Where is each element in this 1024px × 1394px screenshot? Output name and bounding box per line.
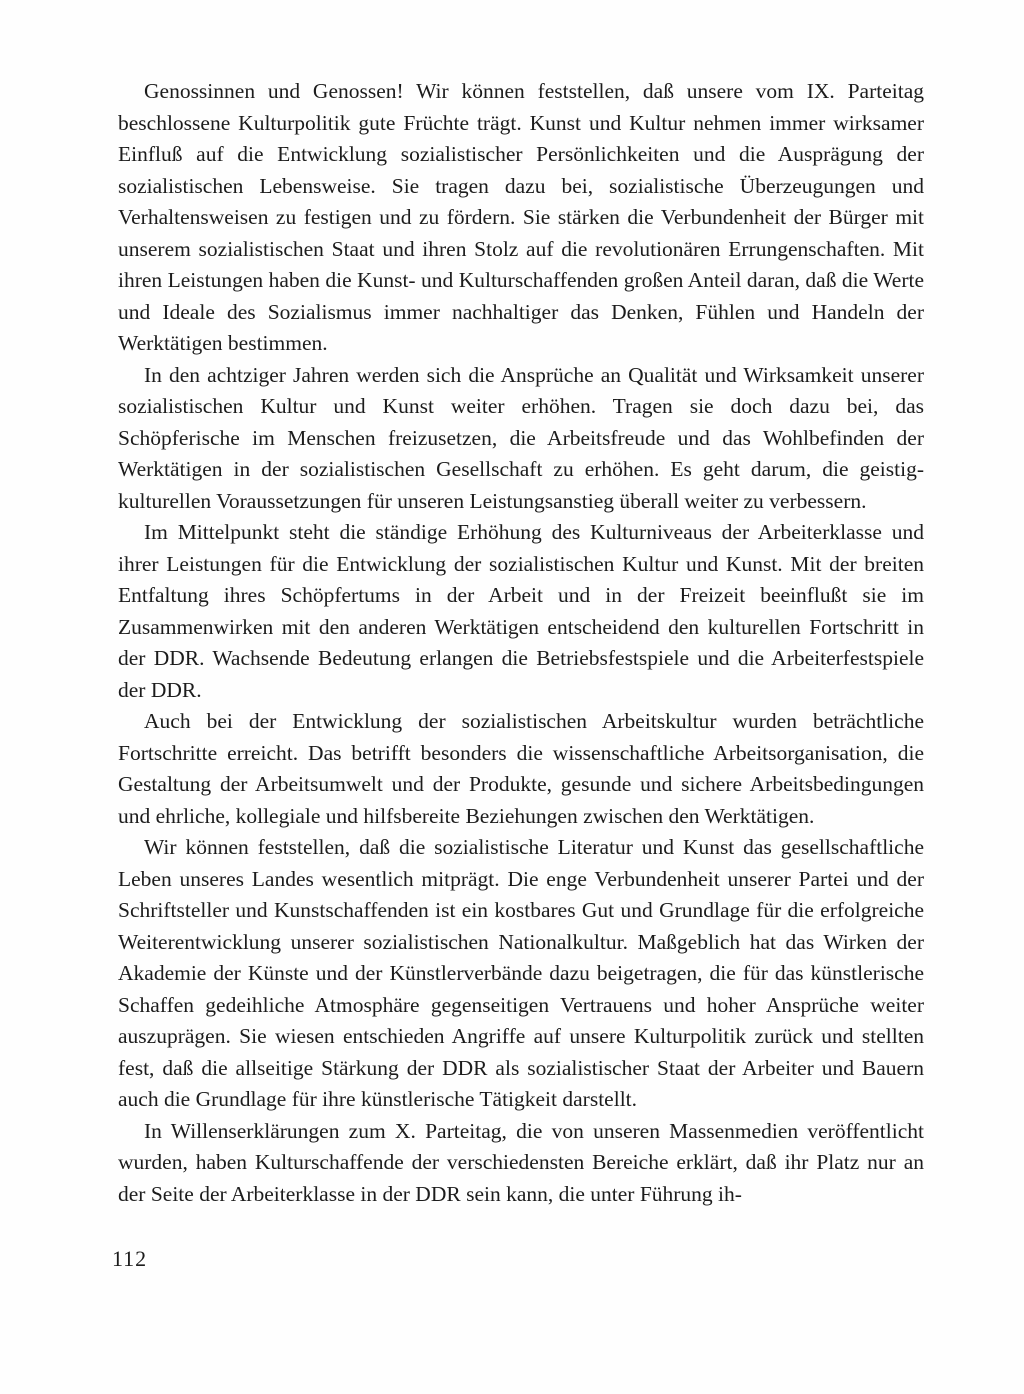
paragraph-4: Auch bei der Entwicklung der sozialistischen Arbeitskultur wurden beträchtliche Fortschritte erreicht. Das betrifft besonders die wissenschaftliche Arbeitsorganisation, die Gestaltung der Arbeitsumwelt und der Produkte, gesunde und sichere Arbeitsbedingungen und ehrliche, kollegiale und hilfsbereite Beziehungen zwischen den Werktätigen. [118,709,924,828]
paragraph-3: Im Mittelpunkt steht die ständige Erhöhung des Kulturniveaus der Arbeiterklasse und ihrer Leistungen für die Entwicklung der sozialistischen Kultur und Kunst. Mit der breiten Entfaltung ihres Schöpfertums in der Arbeit und in der Freizeit beeinflußt sie im Zusammenwirken mit den anderen Werktätigen entscheidend den kulturellen Fortschritt in der DDR. Wachsende Bedeutung erlangen die Betriebsfestspiele und die Arbeiterfestspiele der DDR. [118,520,924,702]
paragraph-5: Wir können feststellen, daß die sozialistische Literatur und Kunst das gesellschaftliche Leben unseres Landes wesentlich mitprägt. Die enge Verbundenheit unserer Partei und der Schriftsteller und Kunstschaffenden ist ein kostbares Gut und Grundlage für die erfolgreiche Weiterentwicklung unserer sozialistischen Nationalkultur. Maßgeblich hat das Wirken der Akademie der Künste und der Künstlerverbände dazu beigetragen, die für das künstlerische Schaffen gedeihliche Atmosphäre gegenseitigen Vertrauens und hoher Ansprüche weiter auszuprägen. Sie wiesen entschieden Angriffe auf unsere Kulturpolitik zurück und stellten fest, daß die allseitige Stärkung der DDR als sozialistischer Staat der Arbeiter und Bauern auch die Grundlage für ihre künstlerische Tätigkeit darstellt. [118,835,924,1111]
paragraph-1: Genossinnen und Genossen! Wir können feststellen, daß unsere vom IX. Parteitag beschlossene Kulturpolitik gute Früchte trägt. Kunst und Kultur nehmen immer wirksamer Einfluß auf die Entwicklung sozialistischer Persönlichkeiten und die Ausprägung der sozialistischen Lebensweise. Sie tragen dazu bei, sozialistische Überzeugungen und Verhaltensweisen zu festigen und zu fördern. Sie stärken die Verbundenheit der Bürger mit unserem sozialistischen Staat und ihren Stolz auf die revolutionären Errungenschaften. Mit ihren Leistungen haben die Kunst- und Kulturschaffenden großen Anteil daran, daß die Werte und Ideale des Sozialismus immer nachhaltiger das Denken, Fühlen und Handeln der Werktätigen bestimmen. [118,79,924,355]
page-number: 112 [112,1246,148,1271]
paragraph-6: In Willenserklärungen zum X. Parteitag, die von unseren Massenmedien veröffentlicht wurden, haben Kulturschaffende der verschiedensten Bereiche erklärt, daß ihr Platz nur an der Seite der Arbeiterklasse in der DDR sein kann, die unter Führung ih- [118,1118,924,1206]
paragraph-2: In den achtziger Jahren werden sich die Ansprüche an Qualität und Wirksamkeit unserer sozialistischen Kultur und Kunst weiter erhöhen. Tragen sie doch dazu bei, das Schöpferische im Menschen freizusetzen, die Arbeitsfreude und das Wohlbefinden der Werktätigen in der sozialistischen Gesellschaft zu erhöhen. Es geht darum, die geistig-kulturellen Voraussetzungen für unseren Leistungsanstieg überall weiter zu verbessern. [118,362,924,513]
body-text [118,76,924,1210]
